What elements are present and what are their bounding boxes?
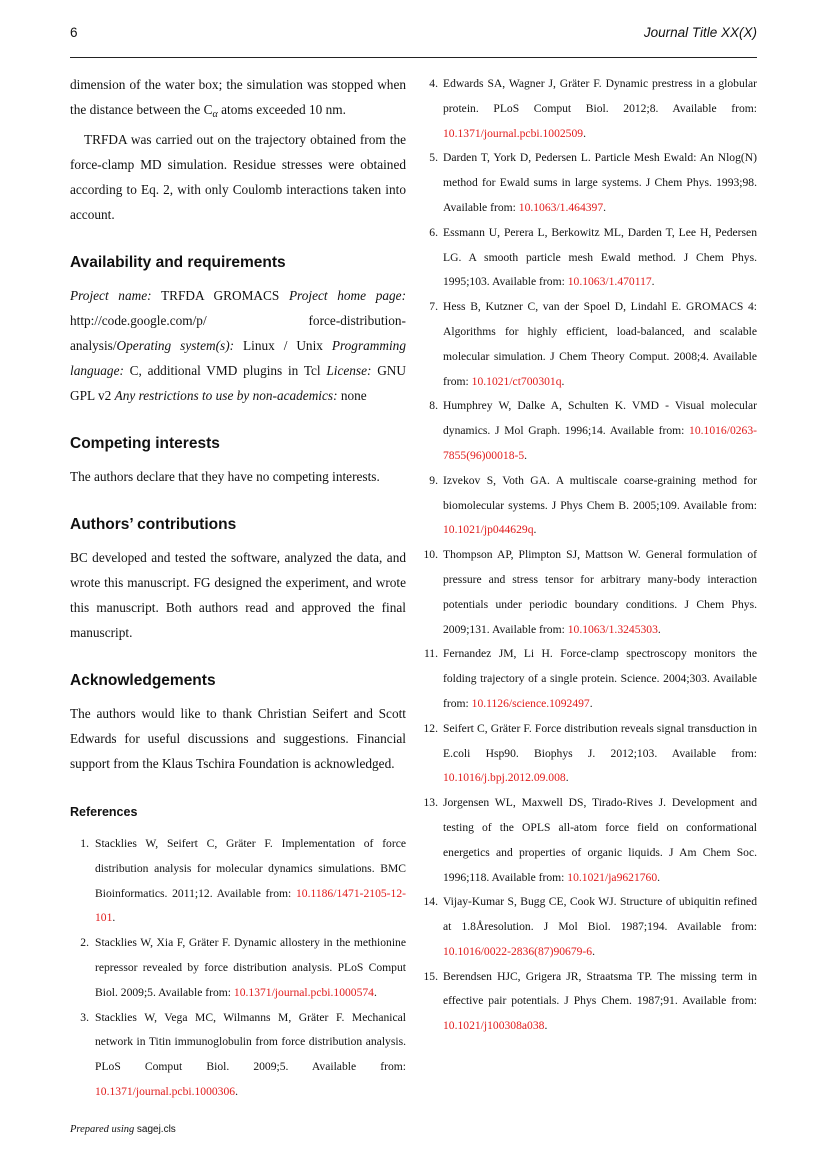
field-label: License:	[326, 363, 372, 378]
reference-number: 10.	[423, 548, 438, 562]
reference-doi-link[interactable]: 10.1016/j.bpj.2012.09.008	[443, 771, 566, 785]
header-rule	[70, 57, 757, 58]
reference-item	[419, 965, 757, 1039]
reference-item	[419, 469, 757, 543]
reference-item	[419, 394, 757, 468]
reference-end: .	[657, 870, 661, 884]
reference-end: .	[583, 126, 586, 140]
contributions-heading: Authors’ contributions	[70, 516, 237, 533]
field-value: C, additional VMD plugins in Tcl	[123, 363, 327, 378]
availability-heading: Availability and requirements	[70, 254, 286, 271]
reference-doi-link[interactable]: 10.1016/0263-7855(96)00018-5	[443, 424, 757, 462]
reference-doi-link[interactable]: 10.1126/science.1092497	[471, 696, 590, 710]
reference-end: .	[524, 448, 528, 462]
page-number: 6	[70, 25, 78, 40]
reference-item	[70, 1006, 406, 1105]
reference-doi-link[interactable]: 10.1063/1.3245303	[567, 622, 658, 636]
trfda-paragraph: TRFDA was carried out on the trajectory obtained from the force-clamp MD simulation. Residue stresses were obtained according to Eq. 2, with only Coulomb interactions taken into account.	[70, 132, 406, 222]
reference-number: 2.	[80, 936, 89, 950]
field-label: Project name:	[70, 288, 152, 303]
reference-text: Seifert C, Gräter F. Force distribution reveals signal transduction in E.coli Hsp90. Biophys J. 2012;103. Available from:	[443, 721, 757, 760]
reference-end: .	[112, 911, 116, 925]
subscript-alpha: α	[212, 109, 218, 120]
reference-end: .	[373, 985, 377, 999]
reference-text: Vijay-Kumar S, Bugg CE, Cook WJ. Structure of ubiquitin refined at 1.8Åresolution. J Mol Biol. 1987;194. Available from:	[443, 895, 757, 934]
field-value: GNU GPL v2	[70, 363, 406, 403]
reference-number: 5.	[429, 151, 438, 165]
reference-text: Fernandez JM, Li H. Force-clamp spectroscopy monitors the folding trajectory of a single protein. Science. 2004;303. Available from:	[443, 647, 757, 710]
methods-paragraph-end	[70, 72, 406, 127]
acknowledgements-text: The authors would like to thank Christian Seifert and Scott Edwards for useful discussions and suggestions. Financial support from the Klaus Tschira Foundation is acknowledged.	[70, 706, 406, 771]
reference-end: .	[589, 696, 593, 710]
field-label: Any restrictions to use by non-academics:	[114, 388, 338, 403]
reference-doi-link[interactable]: 10.1021/ct700301q	[471, 374, 562, 388]
reference-item	[70, 931, 406, 1005]
reference-text: Essmann U, Perera L, Berkowitz ML, Darden T, Lee H, Pedersen LG. A smooth particle mesh Ewald method. J Chem Phys. 1995;103. Available from:	[443, 225, 757, 289]
reference-item	[419, 221, 757, 295]
project-url[interactable]: http://code.google.com/p/ force-distribution-analysis/	[70, 313, 406, 353]
reference-doi-link[interactable]: 10.1186/1471-2105-12-101	[95, 886, 406, 925]
reference-end: .	[544, 1019, 548, 1033]
reference-number: 3.	[80, 1010, 89, 1024]
reference-doi-link[interactable]: 10.1371/journal.pcbi.1002509	[443, 126, 584, 140]
competing-interests-heading: Competing interests	[70, 435, 220, 452]
reference-item	[419, 717, 757, 791]
references-heading: References	[70, 805, 138, 819]
reference-number: 9.	[429, 473, 438, 487]
reference-text: Stacklies W, Seifert C, Gräter F. Implementation of force distribution analysis for molecular dynamics simulations. BMC Bioinformatics. 2011;12. Available from:	[95, 837, 406, 900]
reference-doi-link[interactable]: 10.1063/1.464397	[518, 200, 604, 214]
reference-doi-link[interactable]: 10.1371/journal.pcbi.1000306	[95, 1084, 236, 1098]
footer-class-file: sagej.cls	[136, 1124, 176, 1135]
reference-item	[419, 890, 757, 964]
reference-doi-link[interactable]: 10.1063/1.470117	[567, 275, 652, 289]
availability-paragraph	[70, 283, 406, 408]
field-value: none	[337, 388, 367, 403]
reference-text: Stacklies W, Xia F, Gräter F. Dynamic allostery in the methionine repressor revealed by force distribution analysis. PLoS Comput Biol. 2009;5. Available from:	[95, 936, 406, 999]
reference-text: Hess B, Kutzner C, van der Spoel D, Lindahl E. GROMACS 4: Algorithms for highly efficient, load-balanced, and scalable molecular simulation. J Chem Theory Comput. 2008;4. Available from:	[443, 300, 757, 388]
reference-number: 8.	[429, 399, 438, 413]
left-column	[70, 72, 406, 1105]
reference-number: 7.	[429, 300, 438, 314]
journal-title: Journal Title XX(X)	[643, 25, 757, 40]
acknowledgements-heading: Acknowledgements	[70, 672, 216, 689]
reference-text: Thompson AP, Plimpton SJ, Mattson W. General formulation of pressure and stress tensor for arbitrary many-body interaction potentials under periodic boundary conditions. J Chem Phys. 2009;131. Available from:	[443, 548, 757, 636]
reference-item	[419, 642, 757, 716]
reference-end: .	[657, 622, 661, 636]
reference-text: Berendsen HJC, Grigera JR, Straatsma TP. The missing term in effective pair potentials. J Phys Chem. 1987;91. Available from:	[443, 969, 757, 1008]
reference-text: Humphrey W, Dalke A, Schulten K. VMD - Visual molecular dynamics. J Mol Graph. 1996;14. Available from:	[443, 399, 757, 438]
para-text: dimension of the water box; the simulation was stopped when the distance between the C	[70, 77, 406, 117]
para-text: atoms exceeded 10 nm.	[217, 102, 346, 117]
reference-item	[419, 791, 757, 890]
reference-item	[419, 295, 757, 394]
reference-list-left	[70, 832, 406, 1105]
reference-number: 13.	[423, 796, 438, 810]
reference-number: 4.	[429, 77, 438, 90]
reference-doi-link[interactable]: 10.1021/j100308a038	[443, 1019, 545, 1033]
field-value: TRFDA GROMACS	[151, 288, 289, 303]
reference-end: .	[603, 200, 607, 214]
field-value: Linux / Unix	[234, 338, 332, 353]
reference-number: 14.	[423, 895, 438, 909]
field-label: Operating system(s):	[116, 338, 235, 353]
reference-item	[419, 146, 757, 220]
reference-item	[419, 543, 757, 642]
reference-end: .	[561, 374, 565, 388]
reference-number: 6.	[429, 225, 438, 239]
reference-end: .	[235, 1084, 238, 1098]
reference-text: Jorgensen WL, Maxwell DS, Tirado-Rives J. Development and testing of the OPLS all-atom force field on conformational energetics and properties of organic liquids. J Am Chem Soc. 1996;118. Available from:	[443, 796, 757, 884]
reference-text: Edwards SA, Wagner J, Gräter F. Dynamic prestress in a globular protein. PLoS Comput Biol. 2012;8. Available from:	[443, 77, 757, 115]
reference-number: 1.	[80, 837, 89, 850]
reference-end: .	[565, 771, 569, 785]
reference-text: Darden T, York D, Pedersen L. Particle Mesh Ewald: An Nlog(N) method for Ewald sums in large systems. J Chem Phys. 1993;98. Available from:	[443, 151, 757, 214]
competing-interests-text: The authors declare that they have no competing interests.	[70, 469, 380, 484]
reference-number: 11.	[423, 647, 438, 661]
footer-prefix: Prepared using	[70, 1124, 137, 1135]
reference-doi-link[interactable]: 10.1371/journal.pcbi.1000574	[233, 985, 374, 999]
reference-item	[419, 72, 757, 146]
field-label: Project home page:	[288, 288, 406, 303]
running-header	[70, 25, 757, 47]
reference-text: Izvekov S, Voth GA. A multiscale coarse-graining method for biomolecular systems. J Phys Chem B. 2005;109. Available from:	[443, 473, 757, 512]
reference-end: .	[592, 944, 596, 958]
reference-number: 12.	[423, 721, 438, 735]
right-column	[419, 72, 757, 1039]
reference-doi-link[interactable]: 10.1021/ja9621760	[567, 870, 658, 884]
reference-end: .	[651, 275, 655, 289]
reference-doi-link[interactable]: 10.1021/jp044629q	[443, 523, 534, 537]
reference-end: .	[533, 523, 537, 537]
contributions-text: BC developed and tested the software, analyzed the data, and wrote this manuscript. FG designed the experiment, and wrote this manuscript. Both authors read and approved the final manuscript.	[70, 550, 406, 640]
reference-list-right	[419, 72, 757, 1039]
field-label: Programming language:	[70, 338, 406, 378]
reference-text: Stacklies W, Vega MC, Wilmanns M, Gräter F. Mechanical network in Titin immunoglobulin from force distribution analysis. PLoS Comput Biol. 2009;5. Available from:	[95, 1010, 406, 1074]
reference-number: 15.	[423, 969, 438, 983]
reference-item	[70, 832, 406, 931]
reference-doi-link[interactable]: 10.1016/0022-2836(87)90679-6	[443, 944, 593, 958]
footer	[70, 1124, 176, 1135]
